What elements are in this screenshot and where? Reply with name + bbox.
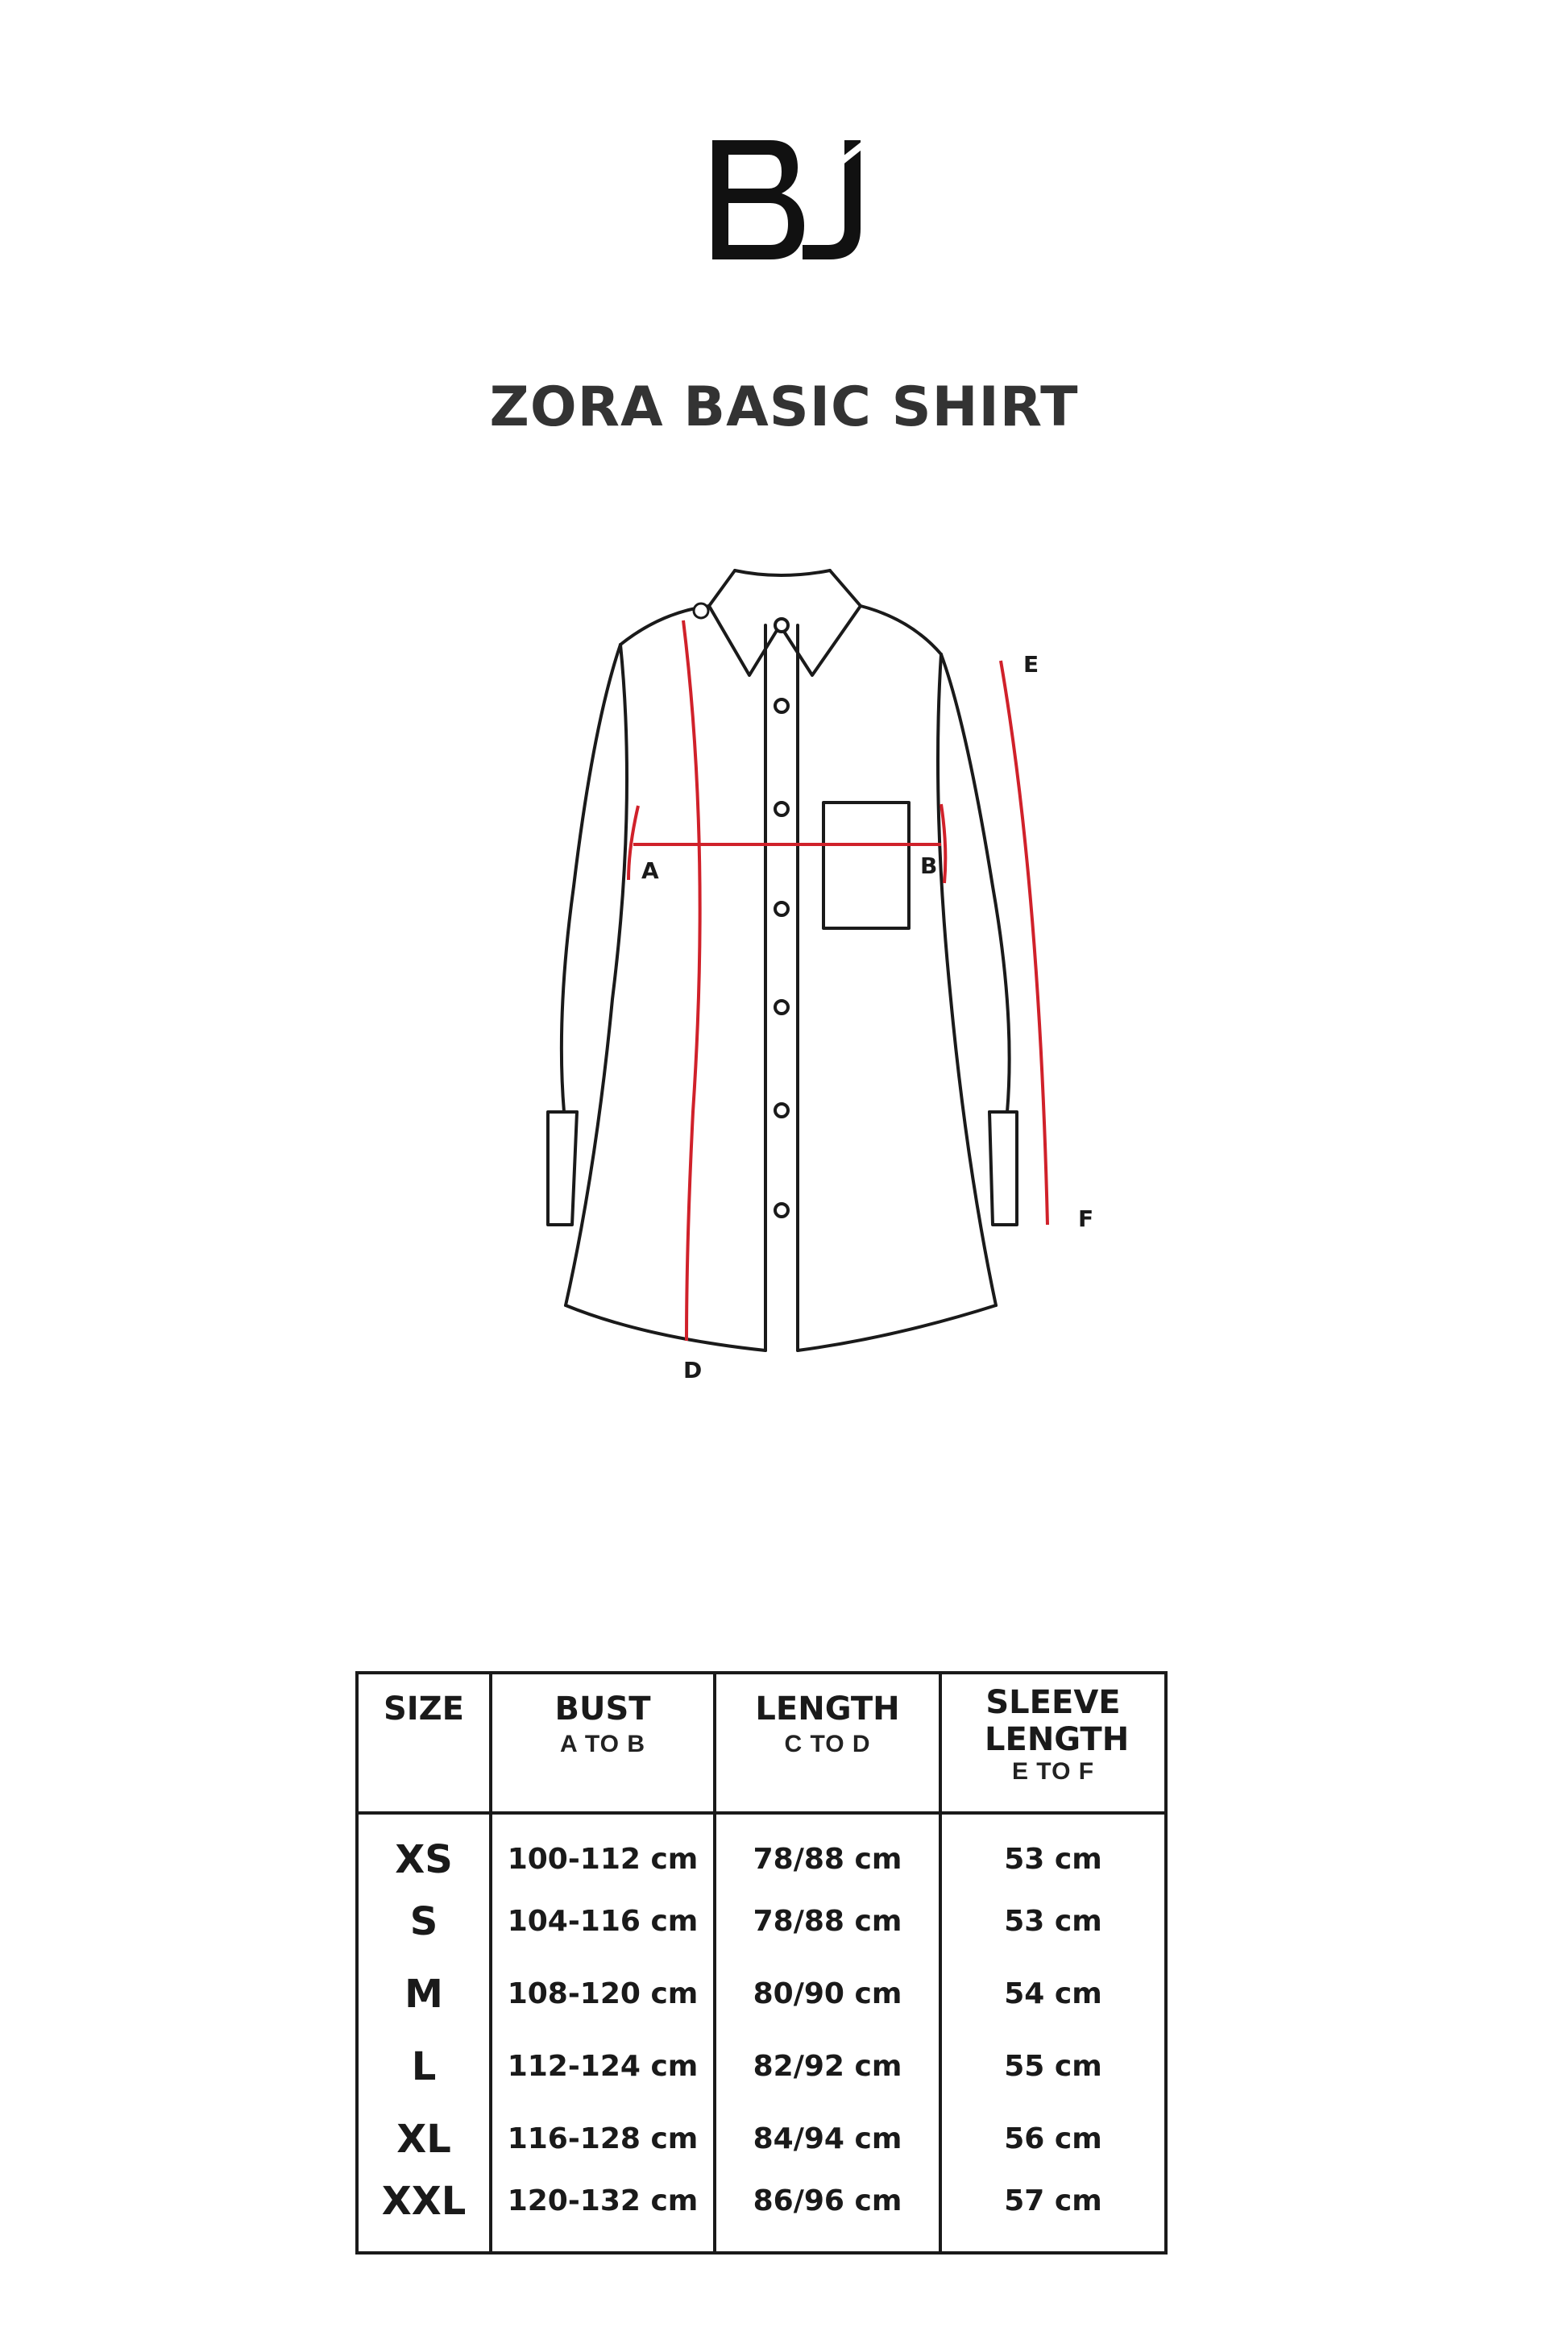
point-a-label: A (641, 857, 659, 884)
bust-cell: 104-116 cm (491, 1885, 715, 1958)
size-cell: XS (357, 1813, 491, 1885)
size-cell: XXL (357, 2175, 491, 2253)
length-cell: 80/90 cm (715, 1958, 940, 2031)
bust-cell: 120-132 cm (491, 2175, 715, 2253)
length-cell: 84/94 cm (715, 2103, 940, 2176)
size-cell: S (357, 1885, 491, 1958)
table-row (357, 2175, 1166, 2253)
bust-cell: 100-112 cm (491, 1813, 715, 1885)
header-bust: BUST A TO B (491, 1673, 715, 1813)
table-row (357, 1958, 1166, 2031)
sleeve-line (1001, 661, 1047, 1225)
table-row (357, 2103, 1166, 2176)
length-cell: 78/88 cm (715, 1885, 940, 1958)
header-size: SIZE (357, 1673, 491, 1813)
bust-cell: 112-124 cm (491, 2031, 715, 2103)
sleeve-cell: 53 cm (940, 1885, 1166, 1958)
page-title: ZORA BASIC SHIRT (489, 375, 1079, 439)
point-d-label: D (683, 1357, 703, 1383)
measurement-lines (628, 620, 1047, 1341)
length-cell: 86/96 cm (715, 2175, 940, 2253)
size-cell: M (357, 1958, 491, 2031)
sleeve-cell: 56 cm (940, 2103, 1166, 2176)
sleeve-cell: 54 cm (940, 1958, 1166, 2031)
point-e-label: E (1023, 651, 1039, 678)
table-row (357, 1813, 1166, 1885)
length-cell: 82/92 cm (715, 2031, 940, 2103)
point-c-marker (694, 604, 708, 618)
bj-monogram-logo (707, 135, 865, 264)
shirt-measurement-diagram (516, 548, 1128, 1386)
table-header-row (357, 1673, 1166, 1813)
length-cell: 78/88 cm (715, 1813, 940, 1885)
table-row (357, 2031, 1166, 2103)
sleeve-cell: 53 cm (940, 1813, 1166, 1885)
length-line (683, 620, 700, 1341)
table-row (357, 1885, 1166, 1958)
sleeve-cell: 57 cm (940, 2175, 1166, 2253)
bust-cell: 108-120 cm (491, 1958, 715, 2031)
point-f-label: F (1078, 1205, 1094, 1232)
size-cell: L (357, 2031, 491, 2103)
shirt-buttons (775, 619, 788, 1217)
sleeve-cell: 55 cm (940, 2031, 1166, 2103)
header-length: LENGTH C TO D (715, 1673, 940, 1813)
size-cell: XL (357, 2103, 491, 2176)
point-b-label: B (920, 852, 938, 879)
shirt-outline (548, 570, 1017, 1350)
header-sleeve-length: SLEEVE LENGTH E TO F (940, 1673, 1166, 1813)
bust-cell: 116-128 cm (491, 2103, 715, 2176)
size-chart-table (355, 1671, 1168, 2255)
